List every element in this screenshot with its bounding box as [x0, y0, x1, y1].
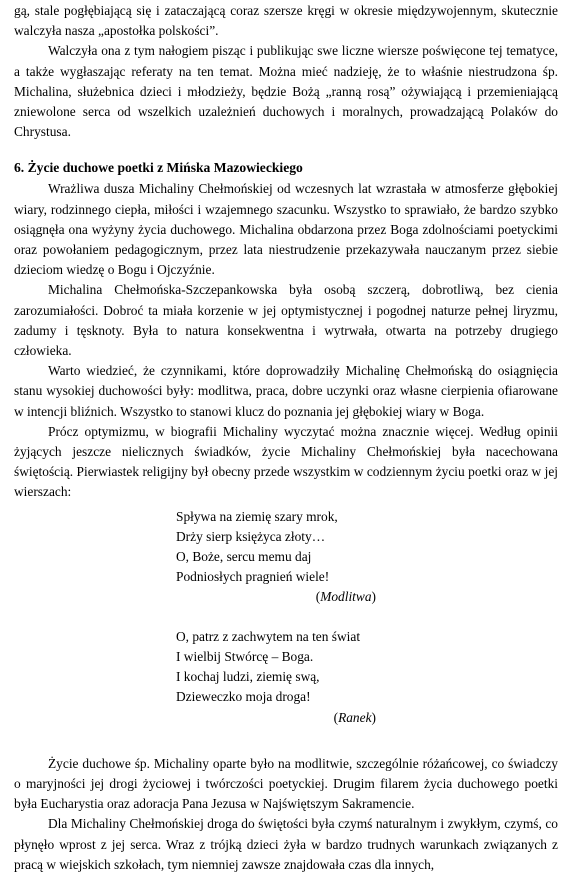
- poem-line: Drży sierp księżyca złoty…: [176, 528, 326, 544]
- paragraph-sensitive-soul: Wrażliwa dusza Michaliny Chełmońskiej od wczesnych lat wzrastała w atmosferze głębokiej wiary, rodzinnego ciepła, miłości i wzajemnego szacunku. Wszystko to sprawiało, że bardzo szybko osiągnęła ona wyżyny życia duchowego. Michalina obdarzona przez Boga zdolnościami poetyckimi oraz powołaniem pedagogicznym, przez lata niestrudzenie przekazywała nauczanym przez siebie dzieciom wiedzę o Bogu i Ojczyźnie.: [14, 181, 558, 278]
- paragraph-prayer-life: Życie duchowe śp. Michaliny oparte było na modlitwie, szczególnie różańcowej, co świadczy o maryjności jej drogi życiowej i twórczości poetyckiej. Drugim filarem życia duchowego poetki była Eucharystia oraz adoracja Pana Jezusa w Najświętszym Sakramencie.: [14, 755, 558, 812]
- spacer: [14, 728, 558, 754]
- poem-line: Podniosłych pragnień wiele!: [176, 569, 330, 585]
- poem-stanza-ranek: [176, 627, 376, 728]
- poem-source: (Modlitwa): [315, 589, 376, 605]
- poem-quotations: [176, 507, 376, 728]
- paragraph-spirituality-factors: Warto wiedzieć, że czynnikami, które doprowadziły Michalinę Chełmońską do osiągnięcia stanu wysokiej duchowości były: modlitwa, praca, dobre uczynki oraz własne cierpienia ofiarowane w intencji bliźnich. Wszystko to stanowi klucz do poznania jej głębokiej wiary w Boga.: [14, 363, 558, 419]
- section-heading: 6. Życie duchowe poetki z Mińska Mazowieckiego: [14, 160, 303, 176]
- poem-line: Spływa na ziemię szary mrok,: [176, 508, 338, 524]
- poem-source: (Ranek): [333, 709, 376, 725]
- poem-line: O, Boże, sercu memu daj: [176, 549, 312, 565]
- paragraph-character: Michalina Chełmońska-Szczepankowska była osobą szczerą, dobrotliwą, bez cienia zarozumiałości. Dobroć ta miała korzenie w jej optymistycznej i pogodnej naturze pełnej liryzmu, zadumy i tęsknoty. Była to natura konsekwentna i wytrwała, otwarta na potrzeby drugiego człowieka.: [14, 282, 558, 359]
- poem-source-title: Modlitwa: [320, 589, 372, 605]
- poem-stanza-modlitwa: [176, 507, 376, 608]
- poem-line: I wielbij Stwórcę – Boga.: [176, 648, 314, 664]
- paragraph-path-to-holiness: Dla Michaliny Chełmońskiej droga do świętości była czymś naturalnym i zwykłym, czymś, co płynęło wprost z jej serca. Wraz z trójką dzieci żyła w bardzo trudnych warunkach związanych z pracą w wiejskich szkołach, tym niemniej zawsze znajdowała czas dla innych,: [14, 816, 558, 872]
- poem-line: Dzieweczko moja droga!: [176, 689, 311, 705]
- paragraph-addiction-fight: Walczyła ona z tym nałogiem pisząc i publikując swe liczne wiersze poświęcone tej tematyce, a także wygłaszając referaty na ten temat. Można mieć nadzieję, że to właśnie niestrudzona śp. Michalina, służebnica dzieci i młodzieży, będzie Bożą „ranną rosą” ożywiającą i przemieniającą zniewolone serca od wszelkich uzależnień duchowych i moralnych, prowadzającą Polaków do Chrystusa.: [14, 43, 558, 140]
- poem-line: I kochaj ludzi, ziemię swą,: [176, 669, 320, 685]
- paragraph-optimism: Prócz optymizmu, w biografii Michaliny wyczytać można znacznie więcej. Według opinii żyjących jeszcze nielicznych świadków, życie Michaliny Chełmońskiej była nacechowana świętością. Pierwiastek religijny był obecny przede wszystkim w codziennym życiu poetki oraz w jej wierszach:: [14, 423, 558, 500]
- poem-source-title: Ranek: [338, 709, 372, 725]
- paragraph-continuation: gą, stale pogłębiającą się i zataczającą coraz szersze kręgi w okresie międzywojennym, skutecznie walczyła nasza „apostołka polskości”.: [14, 3, 558, 39]
- poem-line: O, patrz z zachwytem na ten świat: [176, 628, 361, 644]
